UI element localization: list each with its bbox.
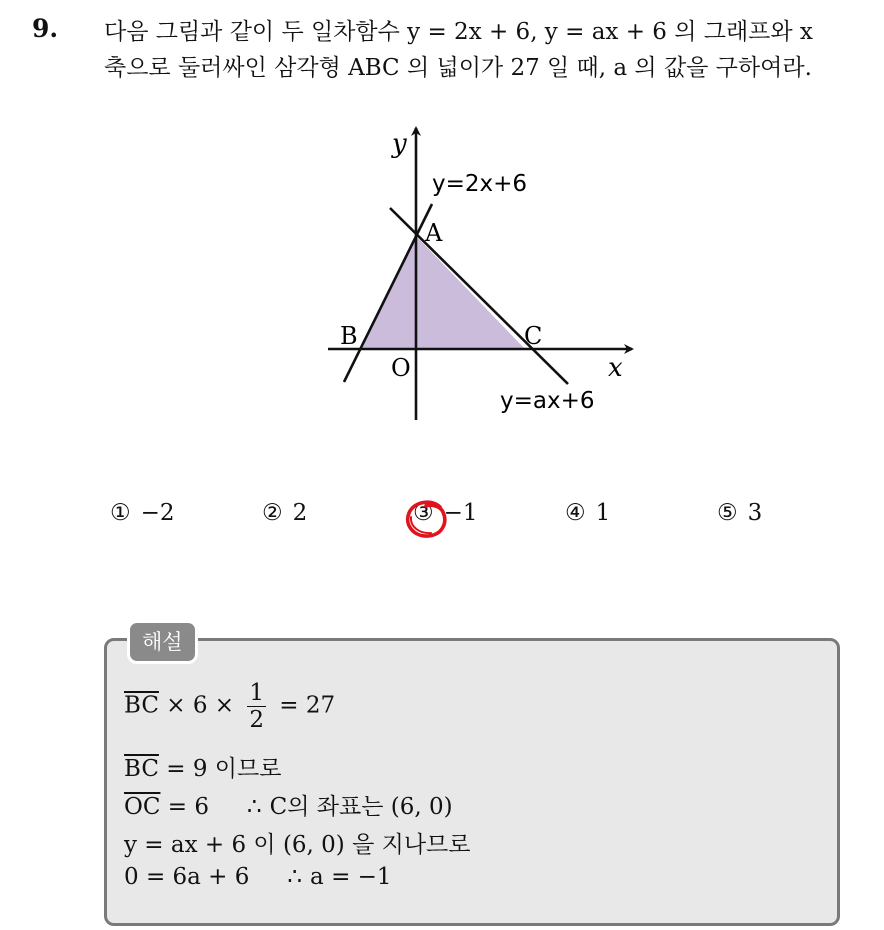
explanation-line-4: y = ax + 6 이 (6, 0) 을 지나므로 [124, 832, 471, 858]
graph-figure [310, 118, 650, 428]
l3-conclusion: C의 좌표는 (6, 0) [269, 794, 453, 820]
question-line-1: 다음 그림과 같이 두 일차함수 y = 2x + 6, y = ax + 6 의 그래프와 x [104, 19, 813, 45]
point-b-label: B [340, 322, 358, 350]
l1-mid: × 6 × [158, 692, 242, 719]
segment-oc: $\overline{OC}$ [124, 794, 161, 820]
fraction-numerator: 1 [249, 680, 264, 706]
explanation-line-5 [124, 864, 392, 890]
choice-4-mark: ④ [565, 500, 586, 526]
therefore-symbol: ∴ [247, 794, 262, 820]
choice-1-mark: ① [110, 500, 131, 526]
choice-3-value: −1 [443, 500, 478, 526]
explanation-line-2 [124, 750, 281, 783]
l3-rest: = 6 [160, 794, 209, 820]
line2-label: y=ax+6 [500, 388, 595, 414]
l5-conclusion: a = −1 [310, 864, 392, 890]
l2-rest: = 9 이므로 [158, 756, 282, 782]
l1-end: = 27 [272, 692, 336, 719]
choice-2-mark: ② [262, 500, 283, 526]
segment-bc: $\overline{BC}$ [124, 692, 159, 719]
choice-4-value: 1 [595, 500, 611, 526]
line1-label: y=2x+6 [432, 171, 528, 197]
choice-1-value: −2 [140, 500, 175, 526]
choice-4[interactable] [565, 500, 610, 526]
answer-circle-mark [402, 497, 456, 543]
choice-2[interactable] [262, 500, 307, 526]
point-a-label: A [425, 219, 443, 247]
choice-5-mark: ⑤ [717, 500, 738, 526]
question-line-2: 축으로 둘러싸인 삼각형 ABC 의 넓이가 27 일 때, a 의 값을 구하여라. [104, 55, 812, 81]
choice-5-value: 3 [747, 500, 763, 526]
choice-1[interactable] [110, 500, 175, 526]
explanation-line-3 [124, 788, 453, 821]
segment-bc-2: $\overline{BC}$ [124, 756, 159, 782]
explanation-tag: 해설 [127, 620, 198, 664]
origin-label: O [391, 354, 411, 382]
question-number: 9. [32, 14, 59, 43]
choice-2-value: 2 [292, 500, 308, 526]
question-text [104, 14, 874, 86]
choice-5[interactable] [717, 500, 762, 526]
y-axis-label: y [392, 129, 407, 159]
therefore-symbol-2: ∴ [287, 864, 303, 890]
fraction-denominator: 2 [249, 707, 264, 733]
explanation-line-1 [124, 680, 335, 733]
x-axis-label: x [608, 353, 623, 383]
triangle-abc [362, 236, 525, 349]
l5-equation: 0 = 6a + 6 [124, 864, 250, 890]
choice-3-mark: ③ [413, 500, 434, 526]
fraction-one-half [247, 680, 266, 733]
point-c-label: C [524, 322, 543, 350]
